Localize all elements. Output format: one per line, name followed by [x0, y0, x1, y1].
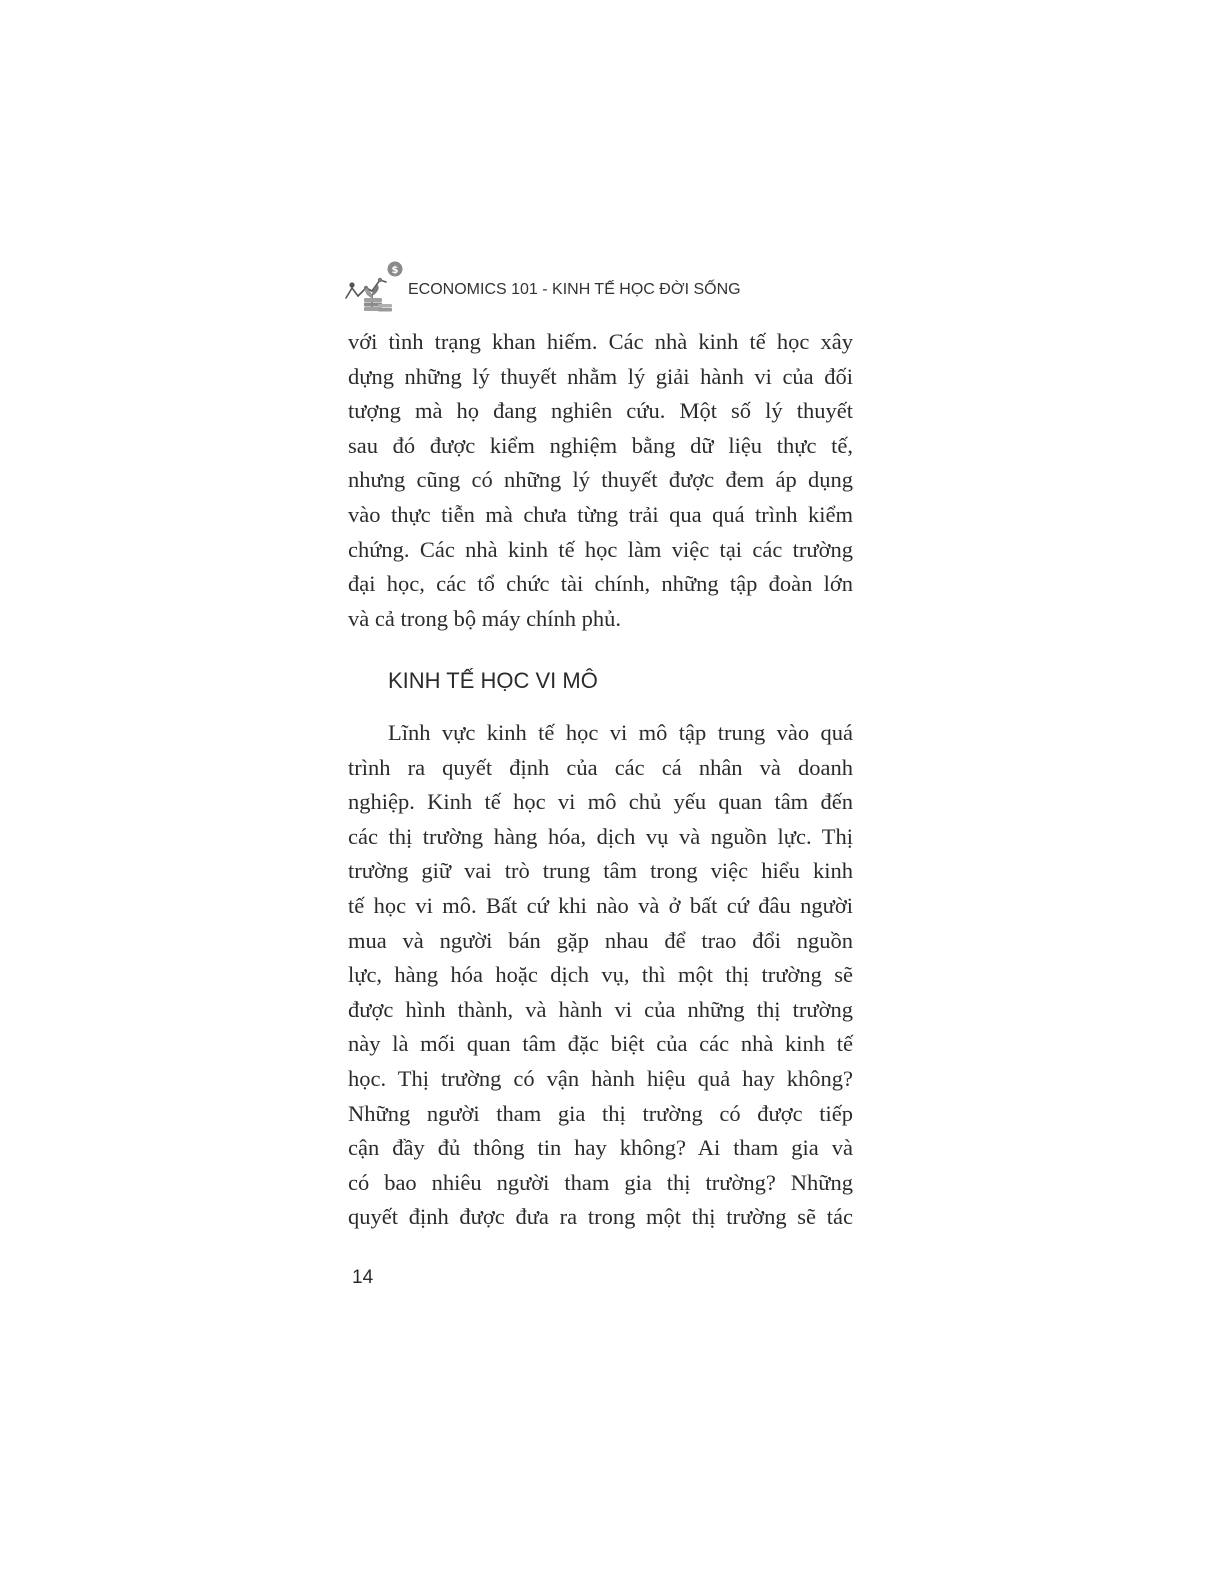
text-line: mua và người bán gặp nhau để trao đổi nguồn	[348, 927, 853, 953]
body-paragraph-2	[348, 716, 853, 1235]
text-line: trình ra quyết định của các cá nhân và doanh	[348, 754, 853, 780]
text-line: với tình trạng khan hiếm. Các nhà kinh tế học xây	[348, 329, 853, 354]
section-heading: KINH TẾ HỌC VI MÔ	[388, 668, 598, 693]
page-number: 14	[352, 1267, 374, 1288]
text-line: lực, hàng hóa hoặc dịch vụ, thì một thị trường sẽ	[348, 962, 853, 988]
text-line: được hình thành, và hành vi của những thị trường	[348, 996, 853, 1022]
text-line: Những người tham gia thị trường có được tiếp	[348, 1100, 853, 1126]
text-line: chứng. Các nhà kinh tế học làm việc tại các trường	[348, 536, 853, 562]
body-paragraph-1	[348, 325, 853, 636]
svg-text:$: $	[391, 265, 399, 276]
text-line: các thị trường hàng hóa, dịch vụ và nguồn lực. Thị	[348, 823, 853, 849]
running-header	[344, 258, 741, 314]
text-line: này là mối quan tâm đặc biệt của các nhà kinh tế	[348, 1031, 853, 1057]
growth-plant-coins-icon	[344, 258, 406, 314]
text-line: nghiệp. Kinh tế học vi mô chủ yếu quan tâm đến	[348, 789, 853, 815]
text-line: nhưng cũng có những lý thuyết được đem áp dụng	[348, 467, 853, 493]
text-line: cận đầy đủ thông tin hay không? Ai tham gia và	[348, 1135, 853, 1161]
text-line: dựng những lý thuyết nhằm lý giải hành vi của đối	[348, 363, 853, 389]
running-header-title: ECONOMICS 101 - KINH TẾ HỌC ĐỜI SỐNG	[408, 281, 741, 298]
text-line: trường giữ vai trò trung tâm trong việc hiểu kinh	[348, 858, 853, 884]
text-line: sau đó được kiểm nghiệm bằng dữ liệu thực tế,	[348, 432, 853, 458]
text-line: quyết định được đưa ra trong một thị trường sẽ tác	[348, 1204, 853, 1230]
text-line: và cả trong bộ máy chính phủ.	[348, 605, 622, 631]
text-line: vào thực tiễn mà chưa từng trải qua quá trình kiểm	[348, 501, 853, 527]
text-line: học. Thị trường có vận hành hiệu quả hay không?	[348, 1065, 853, 1091]
text-line: tế học vi mô. Bất cứ khi nào và ở bất cứ đâu người	[348, 892, 853, 918]
text-line: có bao nhiêu người tham gia thị trường? Những	[348, 1169, 853, 1195]
text-line: Lĩnh vực kinh tế học vi mô tập trung vào quá	[388, 720, 853, 745]
text-line: tượng mà họ đang nghiên cứu. Một số lý thuyết	[348, 398, 853, 424]
text-line: đại học, các tổ chức tài chính, những tập đoàn lớn	[348, 571, 853, 597]
